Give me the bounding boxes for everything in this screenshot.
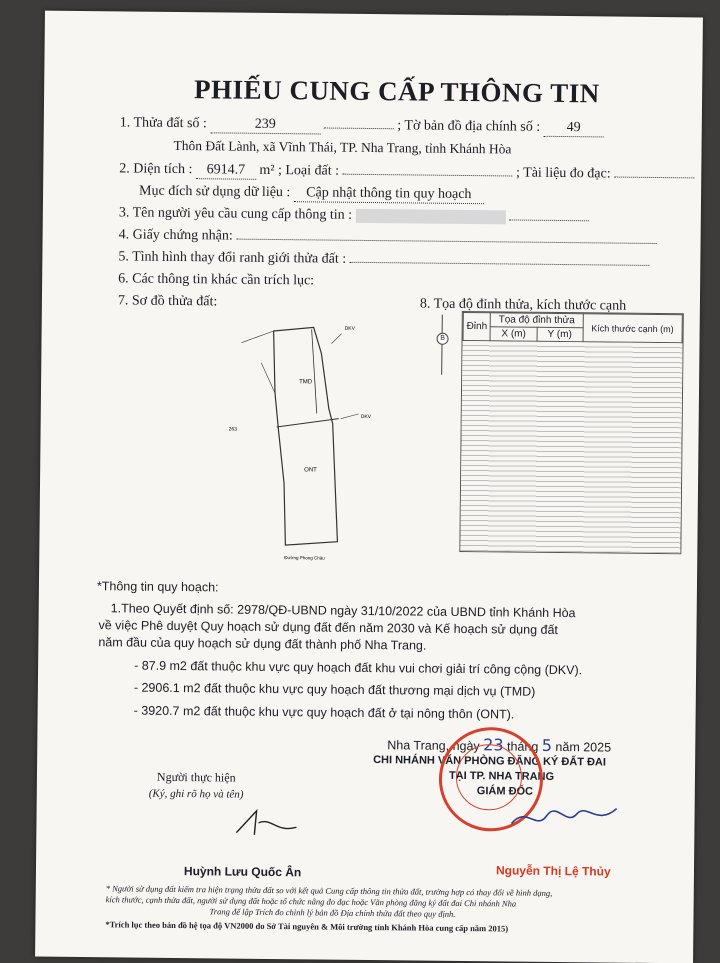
col-y: Y (m) (537, 327, 583, 341)
planning-line-1: 1.Theo Quyết định số: 2978/QĐ-UBND ngày 31/10/2022 của UBND tỉnh Khánh Hòa (110, 601, 576, 621)
parcel-sketch (179, 312, 432, 565)
note-line-4: *Trích lục theo bản đồ hệ tọa độ VN2000 do Sở Tài nguyên & Môi trường tỉnh Khánh Hòa cung cấp năm 2015) (105, 919, 509, 934)
date-month: 5 (541, 735, 553, 755)
coordinate-rows (460, 341, 682, 553)
ont-label: ONT (304, 467, 317, 474)
address: Thôn Đất Lành, xã Vĩnh Thái, TP. Nha Trang, tỉnh Khánh Hòa (173, 137, 512, 157)
executor-signature (226, 803, 316, 844)
area-value: 6914.7 (196, 162, 256, 180)
dkv-label-right: DKV (360, 413, 372, 421)
director-signature (506, 795, 626, 836)
document-page (35, 11, 703, 963)
col-coord: Tọa độ đỉnh thửa (491, 313, 583, 328)
date-line: Nha Trang, ngày 23 tháng 5 năm 2025 (387, 735, 612, 755)
area-row: 2. Diện tích : 6914.7 m² ; Loại đất : ; Tài liệu đo đạc: (119, 161, 694, 184)
dkv-label-top: DKV (344, 325, 355, 332)
director-name: Nguyễn Thị Lệ Thủy (495, 863, 611, 879)
director-title: GIÁM ĐỐC (476, 785, 534, 798)
col-vertex: Đỉnh (463, 312, 491, 340)
planning-tmd: - 2906.1 m2 đất thuộc khu vực quy hoạch đất thương mại dịch vụ (TMD) (133, 680, 536, 699)
executor-name: Huỳnh Lưu Quốc Ân (183, 864, 302, 880)
requester-row: 3. Tên người yêu cầu cung cấp thông tin : (119, 205, 589, 226)
parcel-number: 239 (210, 116, 320, 134)
col-x: X (m) (490, 327, 536, 341)
map-number: 49 (544, 120, 604, 138)
coordinate-table (459, 311, 684, 554)
date-day: 23 (483, 735, 504, 755)
planning-line-2: về việc Phê duyệt Quy hoạch sử dụng đất đến năm 2030 và Kế hoạch sử dụng đất (98, 618, 558, 637)
planning-heading: *Thông tin quy hoạch: (96, 579, 219, 595)
boundary-row: 5. Tình hình thay đổi ranh giới thửa đất : (118, 249, 649, 271)
col-edge: Kích thước cạnh (m) (583, 314, 683, 343)
purpose-value: Cập nhật thông tin quy hoạch (294, 185, 484, 204)
executor-note: (Ký, ghi rõ họ và tên) (148, 787, 244, 801)
certificate-row: 4. Giấy chứng nhận: (119, 227, 657, 249)
executor-label: Người thực hiện (156, 769, 236, 785)
purpose-row: Mục đích sử dụng dữ liệu : Cập nhật thông tin quy hoạch (139, 184, 484, 205)
sketch-label: 7. Sơ đồ thửa đất: (117, 293, 218, 310)
coord-label: 8. Tọa độ đỉnh thửa, kích thước cạnh (419, 296, 627, 314)
note-line-2: kích thước, cạnh thửa đất, người sử dụng đất hoặc tổ chức nâng đo đạc hoặc Văn phòng đăng ký đất đai Chi nhánh Nha (105, 894, 517, 909)
tmd-label: TMD (299, 379, 313, 386)
note-line-1: * Người sử dụng đất kiểm tra hiện trạng thửa đất so với kết quả Cung cấp thông tin thửa đất, trường hợp có thay đổi về hình dạng, (105, 883, 553, 898)
planning-line-3: năm đầu của quy hoạch sử dụng đất thành phố Nha Trang. (98, 635, 427, 653)
redacted-name (356, 209, 506, 225)
neighbor-parcel: 263 (228, 426, 237, 433)
parcel-row: 1. Thửa đất số : 239 ; Tờ bản đồ địa chính số : 49 (120, 115, 604, 137)
other-info-row: 6. Các thông tin khác cần trích lục: (118, 271, 315, 289)
planning-dkv: - 87.9 m2 đất thuộc khu vực quy hoạch đất khu vui chơi giải trí công cộng (DKV). (134, 658, 583, 678)
office-line-1: CHI NHÁNH VĂN PHÒNG ĐĂNG KÝ ĐẤT ĐAI (373, 754, 607, 769)
planning-ont: - 3920.7 m2 đất thuộc khu vực quy hoạch đất ở tại nông thôn (ONT). (133, 703, 515, 722)
office-line-2: TẠI TP. NHA TRANG (448, 769, 555, 783)
north-arrow-icon: B (437, 315, 448, 375)
road-label: Đường Phong Châu (284, 555, 325, 561)
note-line-3: Trang để lập Trích đo chỉnh lý bản đồ Địa chính thửa đất theo quy định. (209, 906, 456, 919)
document-title: PHIẾU CUNG CẤP THÔNG TIN (193, 74, 600, 109)
